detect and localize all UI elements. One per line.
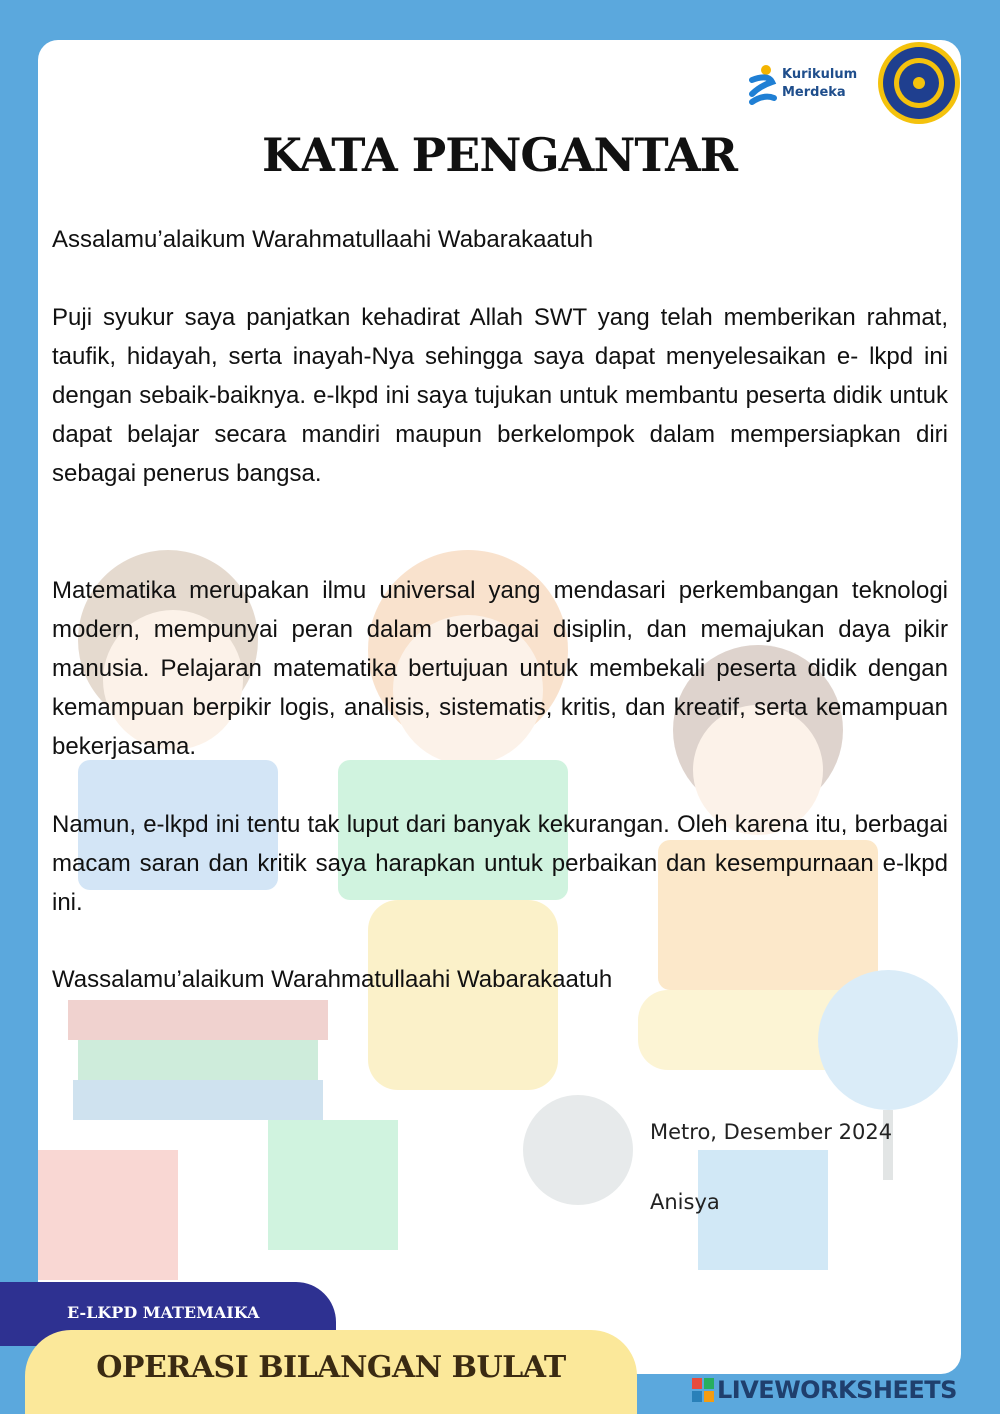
signature-place-date: Metro, Desember 2024 (650, 1120, 893, 1144)
liveworksheets-icon (692, 1378, 714, 1402)
kurikulum-merdeka-icon (746, 64, 778, 108)
logo-line1: Kurikulum (782, 67, 858, 82)
logo-line2: Merdeka (782, 85, 846, 100)
topic-title: OPERASI BILANGAN BULAT (96, 1350, 566, 1385)
signature-name: Anisya (650, 1190, 720, 1214)
paragraph-feedback: Namun, e-lkpd ini tentu tak luput dari banyak kekurangan. Oleh karena itu, berbagai macam saran dan kritik saya harapkan untuk perbaikan dan kesempurnaan e-lkpd ini. (52, 811, 948, 916)
opening-greeting: Assalamu’alaikum Warahmatullaahi Wabarakaatuh (52, 226, 594, 253)
watermark-text: LIVEWORKSHEETS (717, 1376, 957, 1404)
closing-greeting: Wassalamu’alaikum Warahmatullaahi Wabarakaatuh (52, 966, 613, 993)
series-label: E-LKPD MATEMAIKA (67, 1303, 260, 1322)
page-card (38, 40, 961, 1374)
topic-banner (25, 1330, 637, 1414)
page-title: KATA PENGANTAR (261, 128, 738, 182)
university-seal (876, 40, 961, 126)
paragraph-gratitude: Puji syukur saya panjatkan kehadirat Allah SWT yang telah memberikan rahmat, taufik, hidayah, serta inayah-Nya sehingga saya dapat menyelesaikan e- lkpd ini dengan sebaik-baiknya. e-lkpd ini saya tujukan untuk membantu peserta didik untuk dapat belajar secara mandiri maupun berkelompok dalam mempersiapkan diri sebagai penerus bangsa. (52, 304, 948, 487)
paragraph-mathematics: Matematika merupakan ilmu universal yang mendasari perkembangan teknologi modern, mempunyai peran dalam berbagai disiplin, dan memajukan daya pikir manusia. Pelajaran matematika bertujuan untuk membekali peserta didik dengan kemampuan berpikir logis, analisis, sistematis, kritis, dan kreatif, serta kemampuan bekerjasama. (52, 577, 948, 760)
kurikulum-merdeka-text (782, 66, 857, 102)
kurikulum-merdeka-logo (746, 64, 876, 108)
liveworksheets-watermark (692, 1376, 957, 1404)
